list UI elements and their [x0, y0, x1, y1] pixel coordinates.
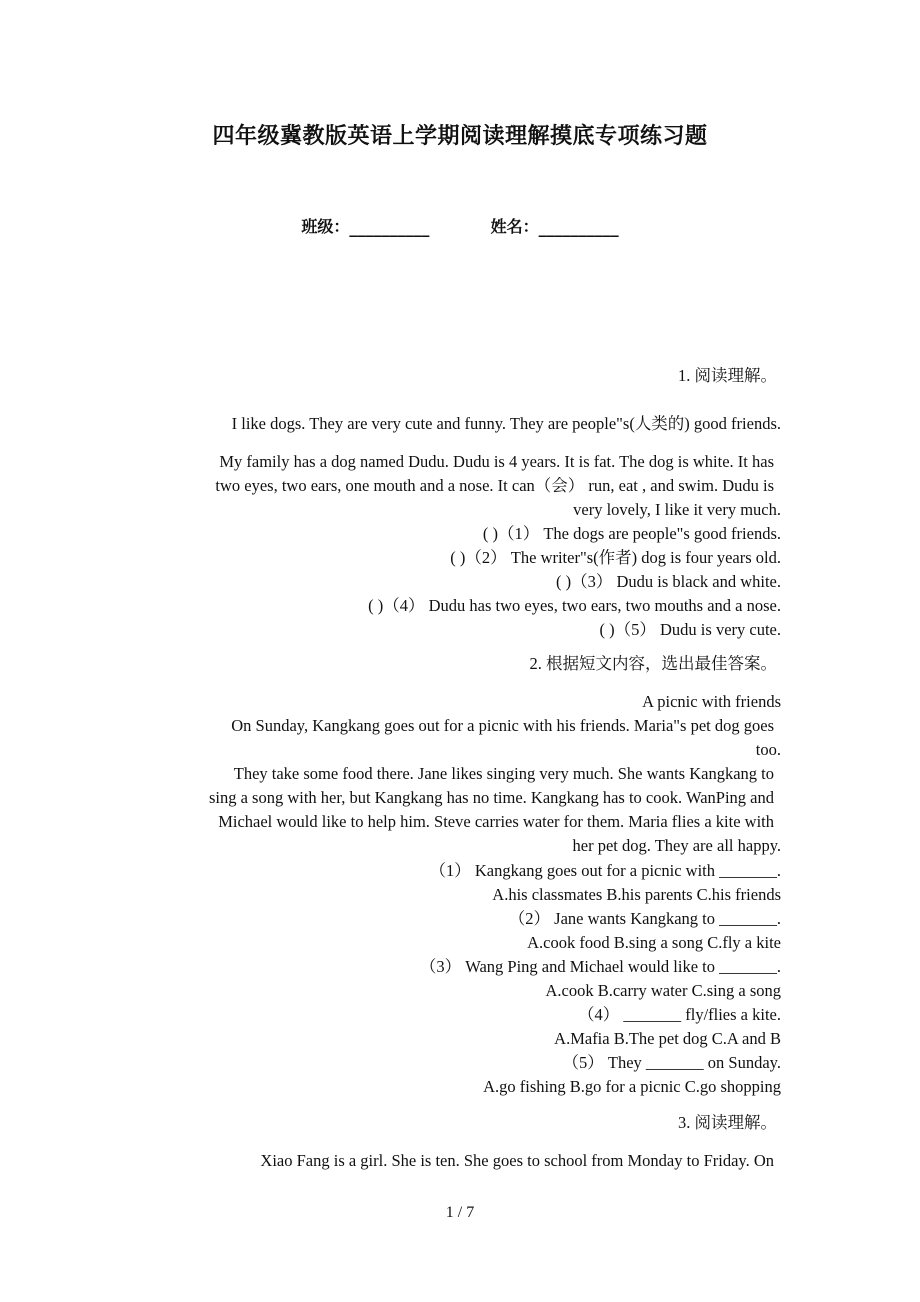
section1-question-5: ( )（5） Dudu is very cute.: [599, 620, 781, 639]
section1-line-3: two eyes, two ears, one mouth and a nose. It can（会） run, eat , and swim. Dudu is: [215, 476, 774, 495]
section1-line-1: I like dogs. They are very cute and funny. They are people"s(人类的) good friends.: [231, 414, 781, 433]
section2-line-1: On Sunday, Kangkang goes out for a picnic with his friends. Maria"s pet dog goes: [231, 716, 774, 735]
section2-question-3: （3） Wang Ping and Michael would like to _______.: [419, 957, 781, 976]
section2-line-5: Michael would like to help him. Steve carries water for them. Maria flies a kite with: [218, 812, 774, 831]
section3-heading: 3. 阅读理解。: [678, 1113, 777, 1132]
section1-question-2: ( )（2） The writer"s(作者) dog is four years old.: [450, 548, 781, 567]
section2-line-6: her pet dog. They are all happy.: [572, 836, 781, 855]
section2-options-5: A.go fishing B.go for a picnic C.go shopping: [483, 1077, 781, 1096]
section2-heading: 2. 根据短文内容，选出最佳答案。: [529, 654, 777, 673]
class-label: 班级：: [301, 217, 350, 236]
section1-heading: 1. 阅读理解。: [678, 366, 777, 385]
section2-options-3: A.cook B.carry water C.sing a song: [545, 981, 781, 1000]
section1-question-1: ( )（1） The dogs are people"s good friends.: [482, 524, 781, 543]
section2-question-1: （1） Kangkang goes out for a picnic with _______.: [429, 861, 781, 880]
section1-question-4: ( )（4） Dudu has two eyes, two ears, two mouths and a nose.: [368, 596, 781, 615]
section2-options-4: A.Mafia B.The pet dog C.A and B: [554, 1029, 781, 1048]
section1-line-4: very lovely, I like it very much.: [573, 500, 781, 519]
section2-line-4: sing a song with her, but Kangkang has no time. Kangkang has to cook. WanPing and: [208, 788, 774, 807]
class-blank: __________: [349, 218, 430, 237]
section2-options-1: A.his classmates B.his parents C.his friends: [492, 885, 781, 904]
section2-question-5: （5） They _______ on Sunday.: [562, 1053, 781, 1072]
student-info: [0, 214, 920, 237]
section3-line-1: Xiao Fang is a girl. She is ten. She goes to school from Monday to Friday. On: [260, 1151, 774, 1170]
section2-question-4: （4） _______ fly/flies a kite.: [577, 1005, 781, 1024]
page-indicator: 1 / 7: [445, 1204, 475, 1221]
section2-question-2: （2） Jane wants Kangkang to _______.: [508, 909, 781, 928]
section2-passage-title: A picnic with friends: [642, 692, 781, 711]
section2-line-2: too.: [755, 740, 781, 759]
section1-question-3: ( )（3） Dudu is black and white.: [556, 572, 781, 591]
section1-line-2: My family has a dog named Dudu. Dudu is 4 years. It is fat. The dog is white. It has: [219, 452, 774, 471]
section2-line-3: They take some food there. Jane likes singing very much. She wants Kangkang to: [233, 764, 774, 783]
page-title: 四年级冀教版英语上学期阅读理解摸底专项练习题: [212, 124, 708, 149]
section2-options-2: A.cook food B.sing a song C.fly a kite: [527, 933, 781, 952]
name-blank: __________: [538, 218, 619, 237]
name-label: 姓名：: [490, 217, 539, 236]
